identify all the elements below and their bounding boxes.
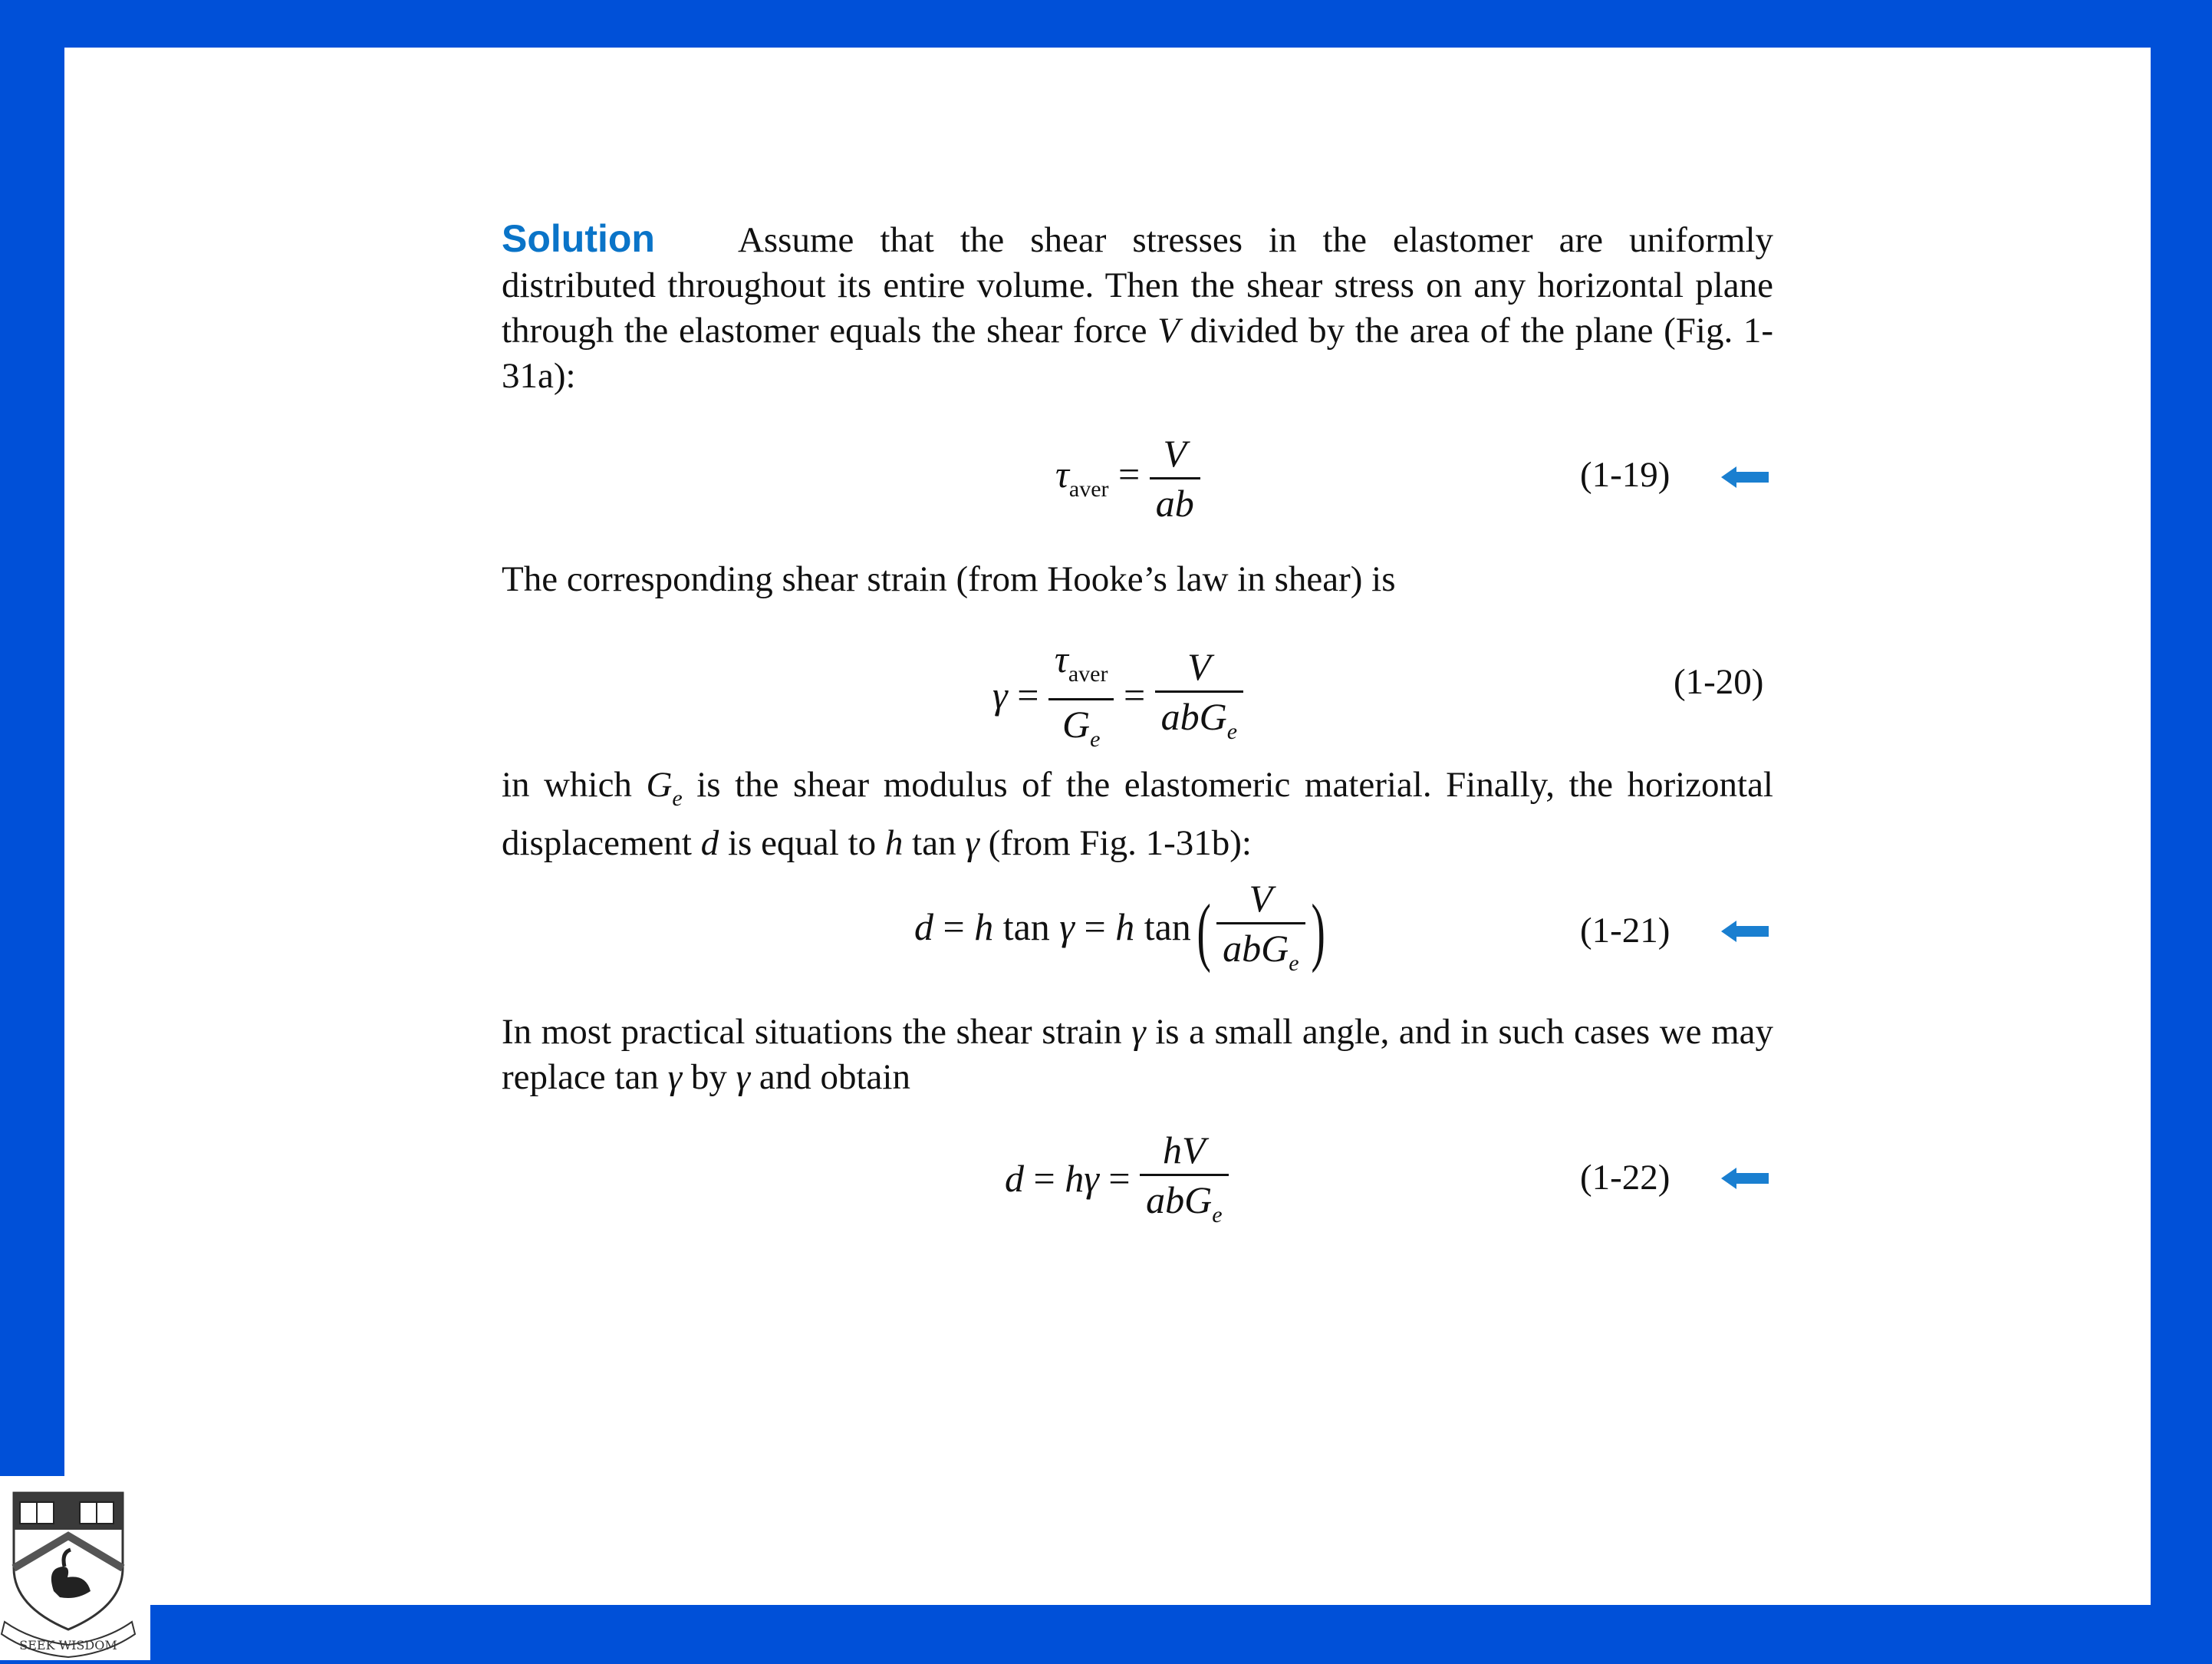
paragraph-3: in which $G_e$ is the shear modulus of the elastomeric material. Finally, the horizontal displacement d is equal to h tan γ (from Fig. 1-31b):: [502, 765, 1773, 863]
equation-1-19: $\tau_{aver}$ = $\frac{V}{ab}$: [1055, 430, 1200, 527]
arrow-left-icon: [1721, 1166, 1769, 1191]
equation-number-1-22: (1-22): [1580, 1158, 1671, 1198]
equation-number-1-20: (1-20): [1674, 662, 1764, 702]
crest-motto: SEEK WISDOM: [19, 1638, 117, 1652]
solution-label: Solution: [502, 217, 655, 260]
logo-area: [0, 1476, 150, 1660]
equation-1-21: d = h tan γ = h tan( $\frac{V}{abG_e}$ ): [914, 875, 1331, 987]
paragraph-1: Solution Assume that the shear stresses in the elastomer are uniformly distributed throughout its entire volume. Then the shear stress on any horizontal plane through the elastomer equals the shear force V divided by the area of the plane (Fig. 1-31a):: [502, 217, 1773, 396]
paragraph-4: In most practical situations the shear strain γ is a small angle, and in such cases we may replace tan γ by γ and obtain: [502, 1012, 1773, 1097]
university-crest-logo: [0, 1476, 150, 1660]
equation-number-1-21: (1-21): [1580, 911, 1671, 951]
paragraph-2: The corresponding shear strain (from Hooke’s law in shear) is: [502, 559, 1396, 599]
equation-1-22: d = hγ = $\frac{hV}{abG_e}$: [1005, 1126, 1229, 1239]
equation-1-20: γ = $\frac{\tau_{aver}}{G_e}$ = $\frac{V}{abG_e}$: [992, 635, 1243, 763]
equation-number-1-19: (1-19): [1580, 455, 1671, 495]
arrow-left-icon: [1721, 919, 1769, 944]
arrow-left-icon: [1721, 465, 1769, 489]
